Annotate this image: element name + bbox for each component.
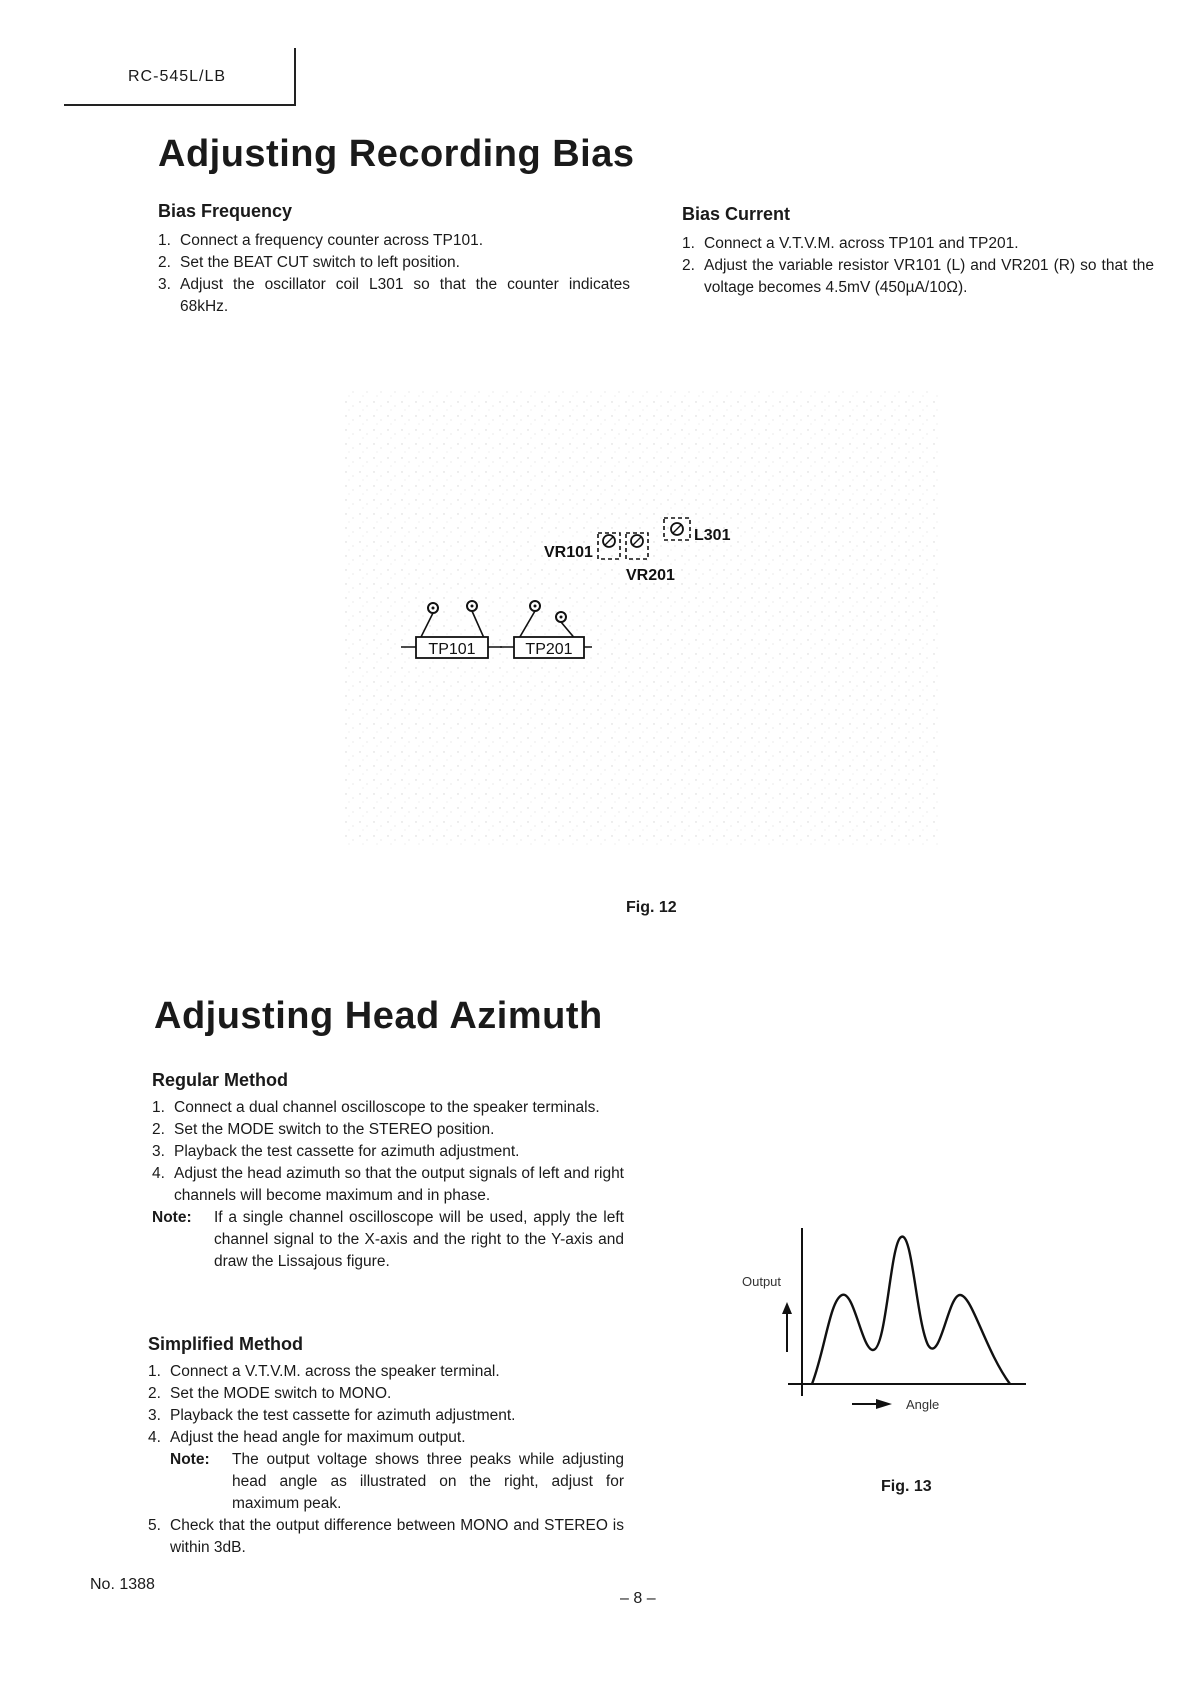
note-label: Note:	[152, 1209, 192, 1226]
bias-frequency-heading: Bias Frequency	[158, 201, 293, 221]
bias-frequency-steps	[158, 230, 630, 318]
bias-frequency-block	[158, 201, 630, 318]
bias-current-block	[682, 204, 1154, 299]
simplified-method-block	[148, 1334, 624, 1559]
regular-method-steps	[152, 1097, 624, 1207]
list-item: 1. Connect a frequency counter across TP101.	[158, 232, 483, 249]
l301-label: L301	[694, 527, 731, 544]
list-item: 2. Set the MODE switch to MONO.	[148, 1385, 392, 1402]
vr101-label: VR101	[544, 544, 593, 561]
page-number: – 8 –	[620, 1590, 656, 1607]
list-item: 3. Playback the test cassette for azimuth adjustment.	[148, 1407, 516, 1424]
simplified-method-note	[148, 1449, 624, 1515]
list-item: 3. Playback the test cassette for azimuth adjustment.	[152, 1143, 520, 1160]
fig12-board-diagram	[330, 385, 950, 855]
document-number: No. 1388	[90, 1576, 155, 1593]
model-number: RC-545L/LB	[128, 68, 227, 85]
regular-method-heading: Regular Method	[152, 1070, 289, 1090]
list-item: 3. Adjust the oscillator coil L301 so that the counter indicates 68kHz.	[158, 276, 630, 315]
note-label: Note:	[170, 1451, 210, 1468]
list-item: 2. Set the MODE switch to the STEREO position.	[152, 1121, 495, 1138]
tp101-label: TP101	[428, 641, 476, 658]
output-curve	[812, 1237, 1010, 1384]
fig13-output-angle-graph	[730, 1210, 1040, 1430]
simplified-method-steps	[148, 1361, 624, 1449]
list-item: 4. Adjust the head angle for maximum output.	[148, 1429, 466, 1446]
list-item: 4. Adjust the head azimuth so that the output signals of left and right channels will become maximum and in phase.	[152, 1165, 624, 1204]
vr201-label: VR201	[626, 567, 675, 584]
note-text: If a single channel oscilloscope will be used, apply the left channel signal to the X-axis and the right to the Y-axis and draw the Lissajous figure.	[214, 1209, 624, 1270]
bias-section-title: Adjusting Recording Bias	[158, 133, 635, 175]
list-item: 2. Set the BEAT CUT switch to left position.	[158, 254, 460, 271]
list-item: 2. Adjust the variable resistor VR101 (L) and VR201 (R) so that the voltage becomes 4.5mV (450µA/10Ω).	[682, 257, 1154, 296]
tp201-label: TP201	[525, 641, 573, 658]
regular-method-block	[152, 1070, 624, 1273]
fig12-caption: Fig. 12	[626, 899, 677, 916]
x-axis-label: Angle	[906, 1397, 940, 1412]
list-item: 5. Check that the output difference between MONO and STEREO is within 3dB.	[148, 1517, 624, 1556]
bias-current-heading: Bias Current	[682, 204, 791, 224]
bias-current-steps	[682, 233, 1154, 299]
list-item: 1. Connect a dual channel oscilloscope to the speaker terminals.	[152, 1099, 600, 1116]
fig13-caption: Fig. 13	[881, 1478, 932, 1495]
list-item: 1. Connect a V.T.V.M. across the speaker terminal.	[148, 1363, 500, 1380]
list-item: 1. Connect a V.T.V.M. across TP101 and TP201.	[682, 235, 1019, 252]
simplified-method-heading: Simplified Method	[148, 1334, 303, 1354]
y-axis-label: Output	[742, 1274, 782, 1289]
note-text: The output voltage shows three peaks while adjusting head angle as illustrated on the right, adjust for maximum peak.	[232, 1451, 624, 1512]
regular-method-note	[152, 1207, 624, 1273]
simplified-method-final-step	[148, 1515, 624, 1559]
azimuth-section-title: Adjusting Head Azimuth	[154, 995, 603, 1037]
